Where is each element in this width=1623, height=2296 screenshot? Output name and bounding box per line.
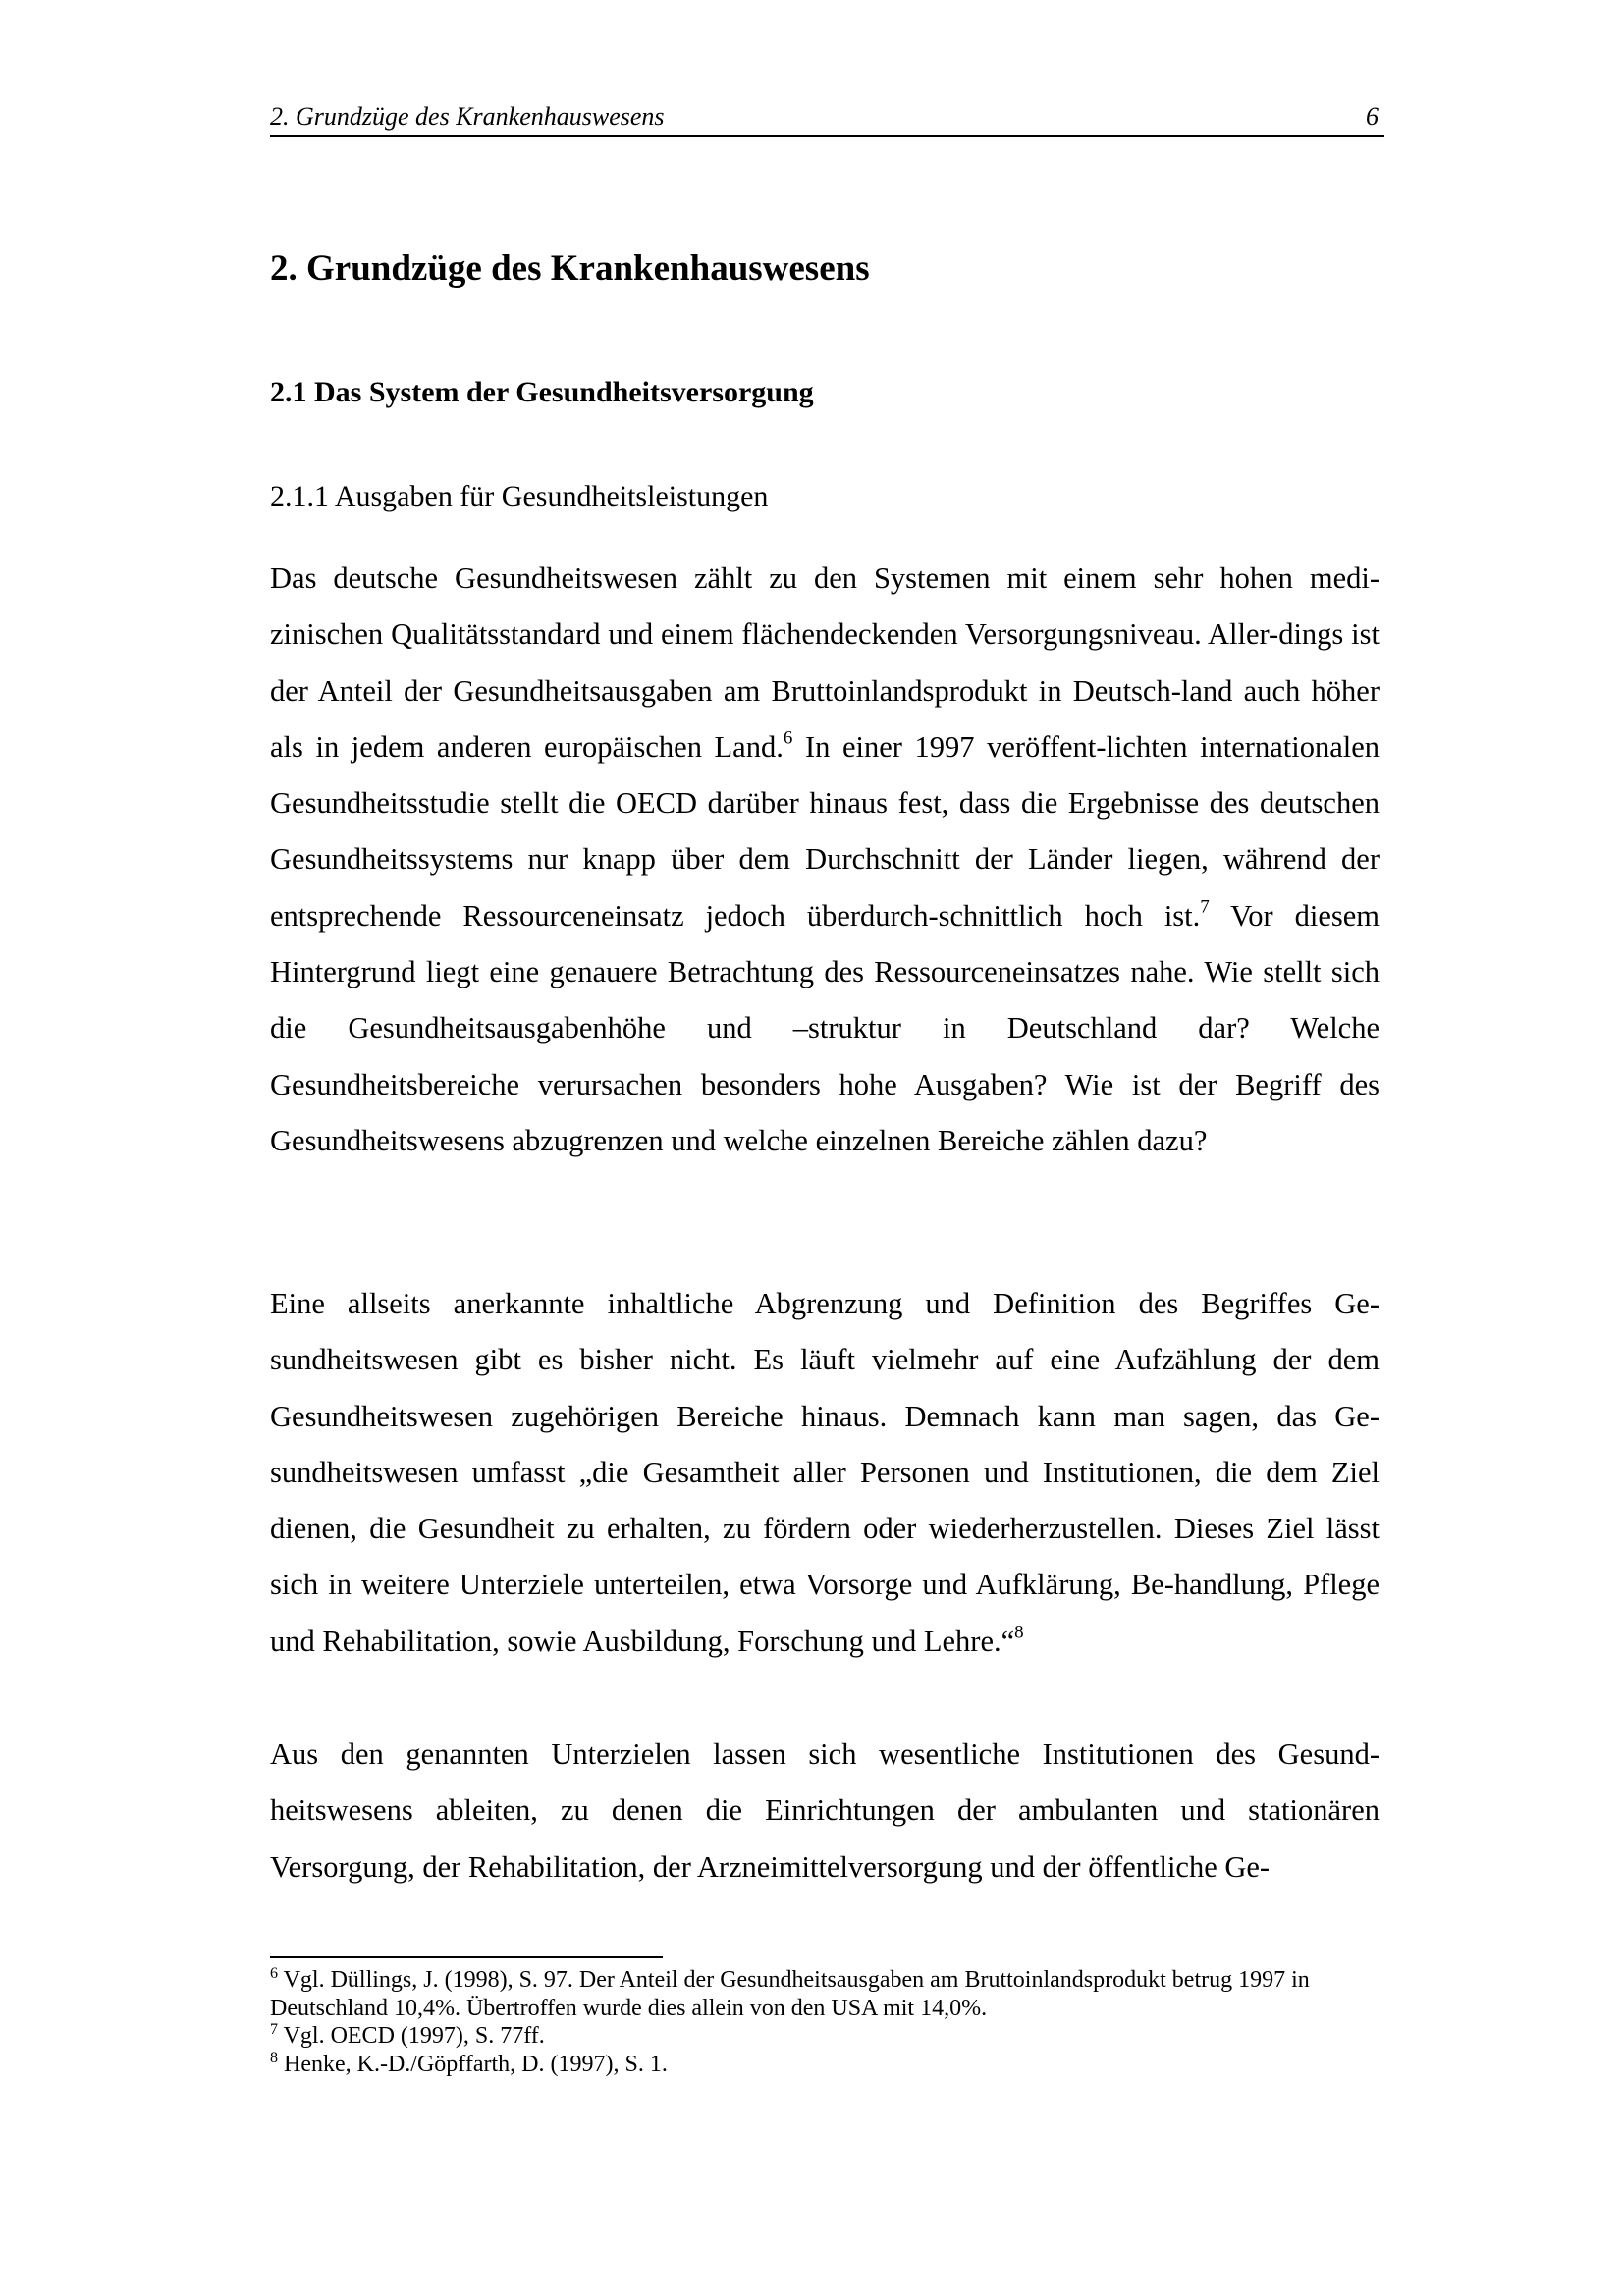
page-number: 6: [1366, 102, 1379, 131]
paragraph-text: In einer 1997 veröffent-lichten internationalen Gesundheitsstudie stellt die OECD darüber hinaus fest, dass die Ergebnisse des deutschen Gesundheitssystems nur knapp über dem Durchschnitt der Länder liegen, während der entsprechende Ressourceneinsatz jedoch überdurch-schnittlich hoch ist.: [270, 729, 1380, 933]
footnote: [270, 2051, 1380, 2079]
footnote-marker: 7: [270, 2021, 278, 2039]
body-paragraph: [270, 1727, 1380, 1896]
subsection-title: 2.1.1 Ausgaben für Gesundheitsleistungen: [270, 480, 769, 512]
footnote-text: Vgl. Düllings, J. (1998), S. 97. Der Anteil der Gesundheitsausgaben am Bruttoinlandsprodukt betrug 1997 in Deutschland 10,4%. Übertroffen wurde dies allein von den USA mit 14,0%.: [270, 1967, 1310, 2021]
footnotes: [270, 1966, 1380, 2078]
paragraph-text: Aus den genannten Unterzielen lassen sich wesentliche Institutionen des Gesund-heitswesens ableiten, zu denen die Einrichtungen der ambulanten und stationären Versorgung, der Rehabilitation, der Arzneimittelversorgung und der öffentliche Ge-: [270, 1737, 1380, 1884]
section-title: 2.1 Das System der Gesundheitsversorgung: [270, 376, 814, 408]
running-header: [270, 98, 1384, 137]
paragraph-text: Das deutsche Gesundheitswesen zählt zu den Systemen mit einem sehr hohen medi-zinischen Qualitätsstandard und einem flächendeckenden Versorgungsniveau. Aller-dings ist der Anteil der Gesundheitsausgaben am Bruttoinlandsprodukt in Deutsch-land auch höher als in jedem anderen europäischen Land.: [270, 561, 1380, 764]
footnote: [270, 1966, 1380, 2022]
footnote-marker: 8: [270, 2049, 278, 2066]
footnote-text: Henke, K.-D./Göpffarth, D. (1997), S. 1.: [278, 2051, 668, 2077]
body-paragraph: [270, 1276, 1380, 1670]
body-paragraph: [270, 551, 1380, 1169]
footnote-reference[interactable]: 6: [783, 727, 793, 749]
footnote: [270, 2022, 1380, 2051]
footnote-marker: 6: [270, 1965, 278, 1983]
header-title: 2. Grundzüge des Krankenhauswesens: [270, 102, 665, 131]
footnote-reference[interactable]: 8: [1014, 1622, 1024, 1643]
paragraph-text: Eine allseits anerkannte inhaltliche Abgrenzung und Definition des Begriffes Ge-sundheitswesen gibt es bisher nicht. Es läuft vielmehr auf eine Aufzählung der dem Gesundheitswesen zugehörigen Bereiche hinaus. Demnach kann man sagen, das Ge-sundheitswesen umfasst „die Gesamtheit aller Personen und Institutionen, die dem Ziel dienen, die Gesundheit zu erhalten, zu fördern oder wiederherzustellen. Dieses Ziel lässt sich in weitere Unterziele unterteilen, etwa Vorsorge und Aufklärung, Be-handlung, Pflege und Rehabilitation, sowie Ausbildung, Forschung und Lehre.“: [270, 1287, 1380, 1658]
paragraph-text: Vor diesem Hintergrund liegt eine genauere Betrachtung des Ressourceneinsatzes nahe. Wie stellt sich die Gesundheitsausgabenhöhe und –struktur in Deutschland dar? Welche Gesundheitsbereiche verursachen besonders hohe Ausgaben? Wie ist der Begriff des Gesundheitswesens abzugrenzen und welche einzelnen Bereiche zählen dazu?: [270, 898, 1380, 1157]
footnote-reference[interactable]: 7: [1200, 896, 1210, 918]
chapter-title: 2. Grundzüge des Krankenhauswesens: [270, 248, 870, 289]
footnote-divider: [270, 1956, 663, 1958]
footnote-text: Vgl. OECD (1997), S. 77ff.: [278, 2023, 545, 2049]
